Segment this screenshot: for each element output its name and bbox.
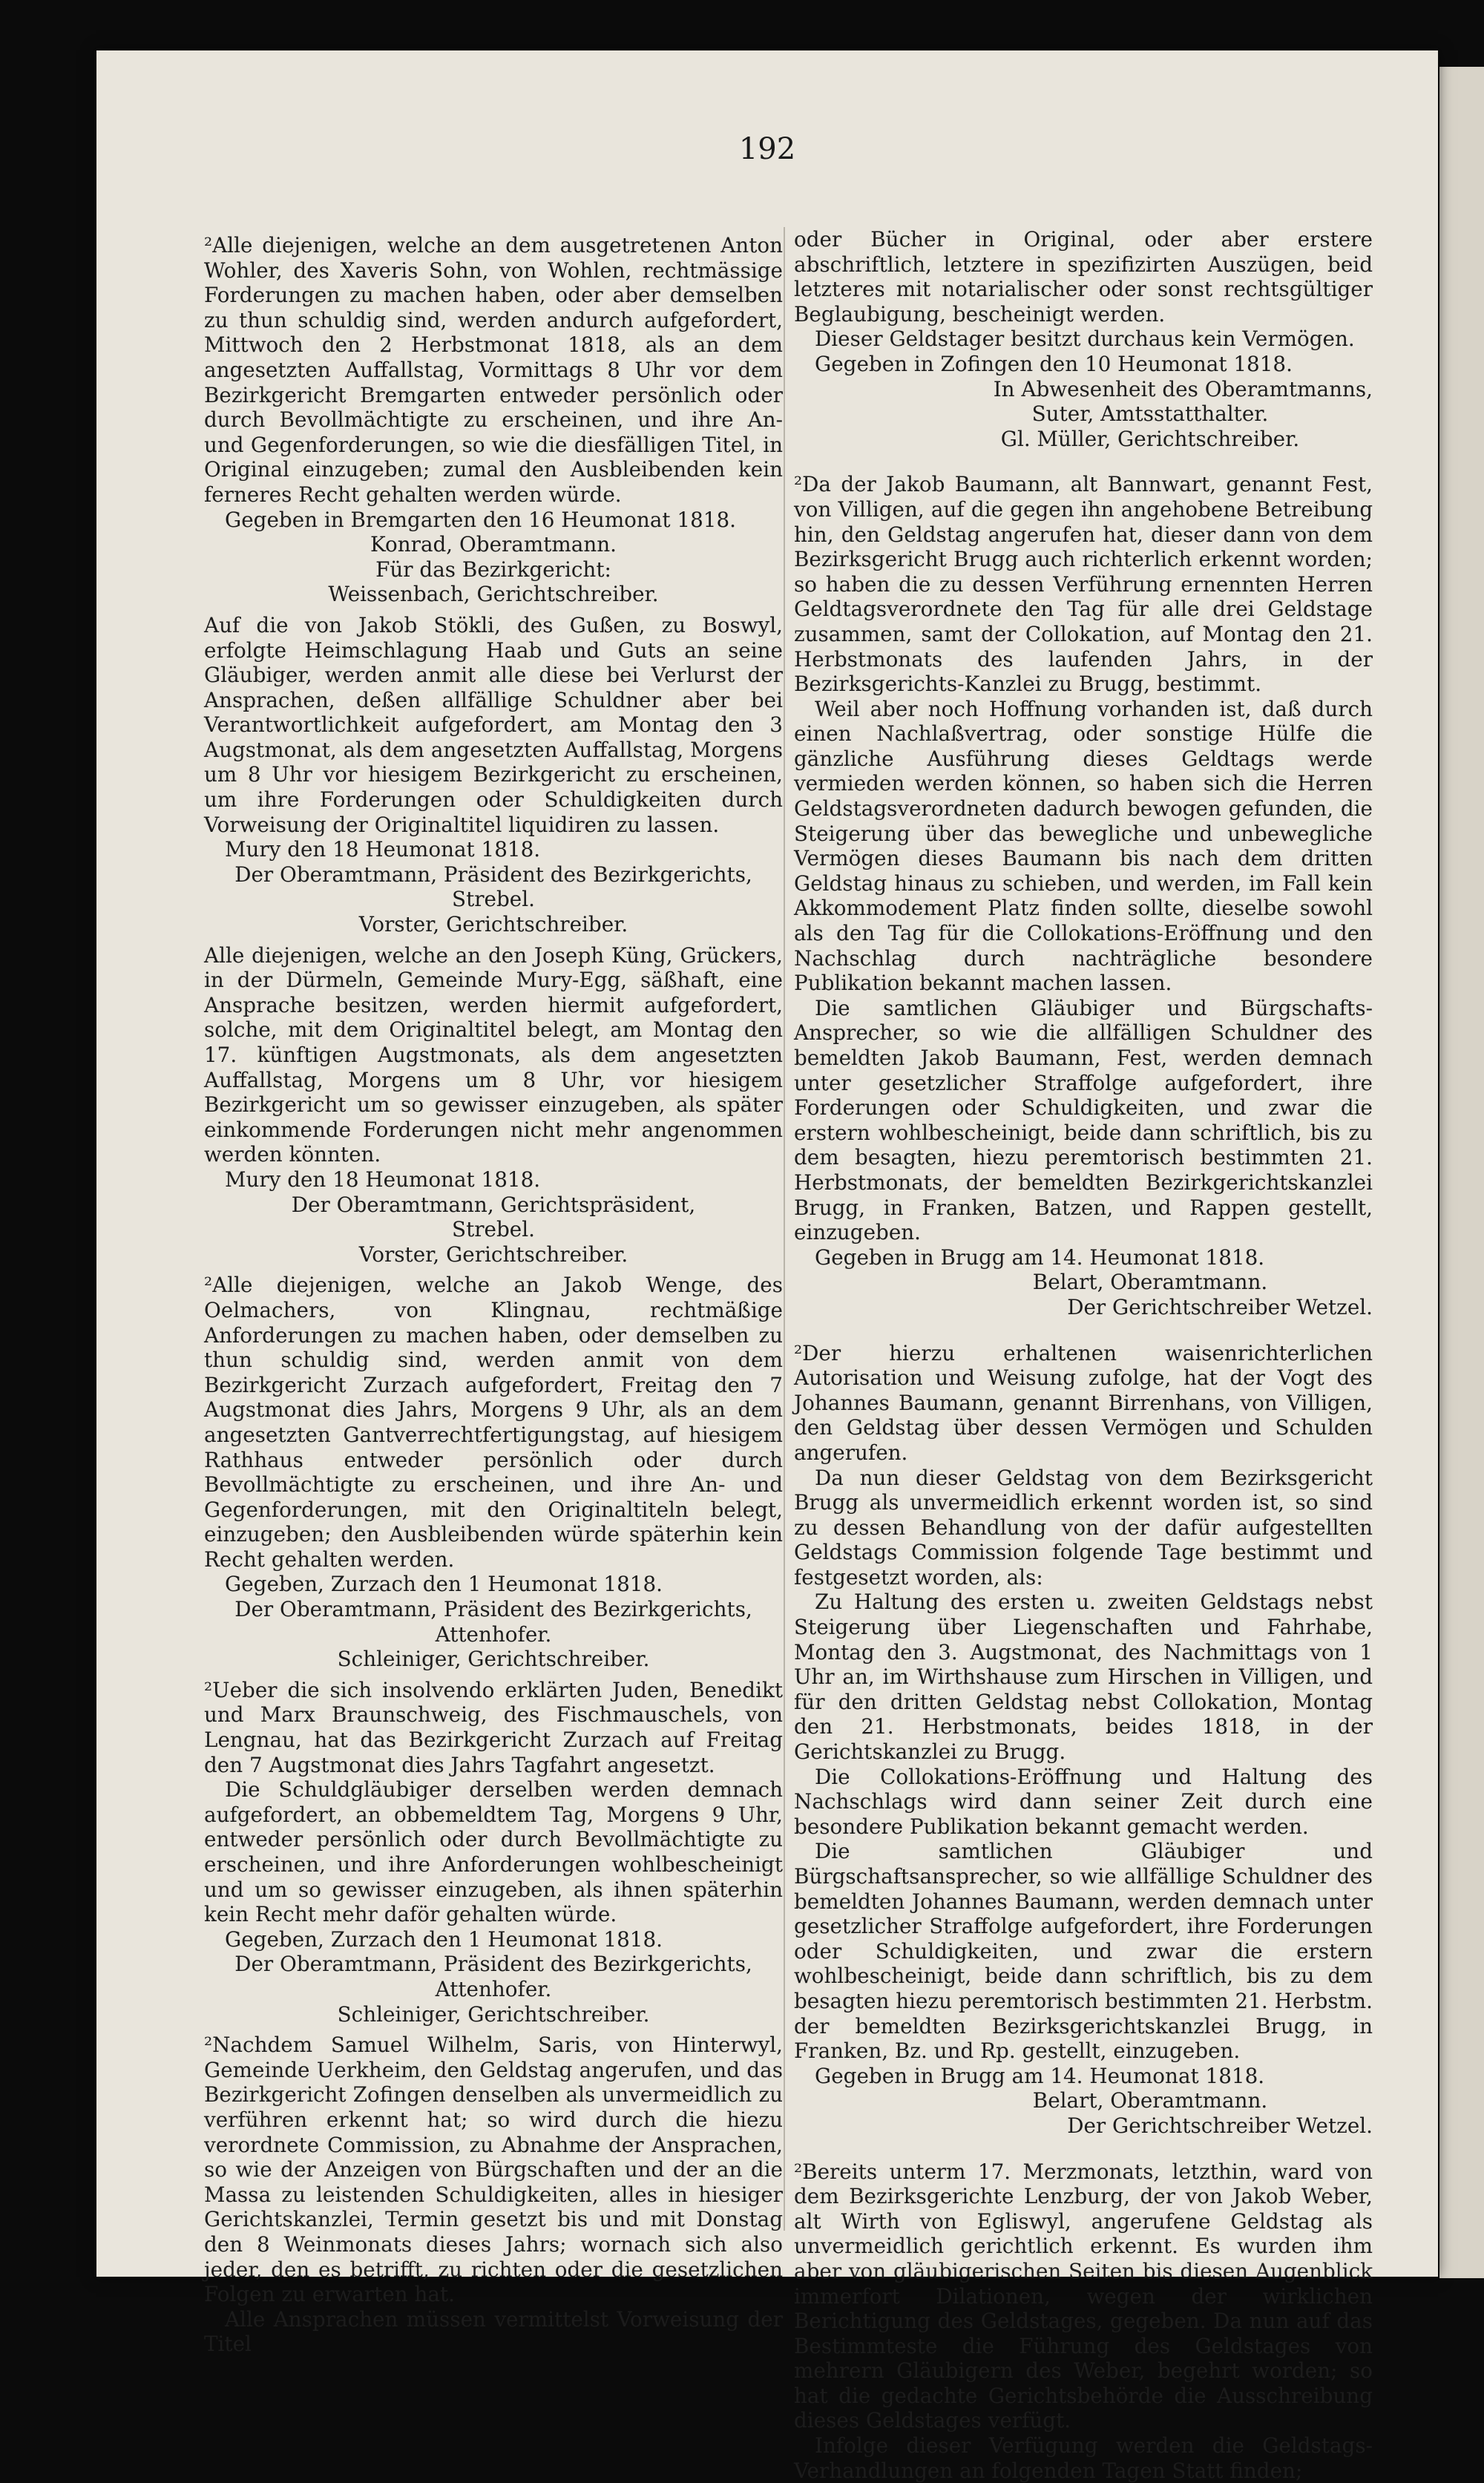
signature-line: Der Oberamtmann, Präsident des Bezirkgerichts, xyxy=(234,862,752,887)
dateline: Gegeben in Brugg am 14. Heumonat 1818. xyxy=(815,1244,1265,1270)
signature-line: Belart, Oberamtmann. xyxy=(1032,1270,1268,1295)
signature-line: Der Oberamtmann, Präsident des Bezirkgerichts, xyxy=(234,1952,752,1977)
notice-paragraph: ²Da der Jakob Baumann, alt Bannwart, genannt Fest, von Villigen, auf die gegen ihn angehobene Betreibung hin, den Geldstag angerufen hat, dieser dann von dem Bezirksgericht Brugg auch richterlich erkennt worden; so haben die zu dessen Verführung ernennten Herren Geldtagsverordnete den Tag für alle drei Geldstage zusammen, samt der Collokation, auf Montag den 21. Herbstmonats des laufenden Jahrs, in der Bezirksgerichts-Kanzlei zu Brugg, bestimmt. xyxy=(794,472,1373,697)
signature-line: Schleiniger, Gerichtschreiber. xyxy=(337,1647,650,1672)
signature-line: In Abwesenheit des Oberamtmanns, xyxy=(993,376,1373,401)
signature-line: Weissenbach, Gerichtschreiber. xyxy=(328,582,659,607)
signature-line: Der Oberamtmann, Präsident des Bezirkgerichts, xyxy=(234,1597,752,1622)
signature-line: Der Gerichtschreiber Wetzel. xyxy=(1067,1294,1373,1319)
signature-line: Gl. Müller, Gerichtschreiber. xyxy=(1000,426,1300,451)
dateline: Mury den 18 Heumonat 1818. xyxy=(225,837,541,862)
notice-paragraph: ²Der hierzu erhaltenen waisenrichterlichen Autorisation und Weisung zufolge, hat der Vogt des Johannes Baumann, genannt Birrenhans, von Villigen, den Geldstag über dessen Vermögen und Schulden angerufen. xyxy=(794,1340,1373,1465)
page-number: 192 xyxy=(738,132,796,166)
signature-line: Vorster, Gerichtschreiber. xyxy=(358,1242,628,1267)
dateline: Gegeben in Zofingen den 10 Heumonat 1818. xyxy=(815,351,1293,376)
signature-line: Vorster, Gerichtschreiber. xyxy=(358,912,628,937)
notice-paragraph: oder Bücher in Original, oder aber erstere abschriftlich, letztere in spezifizirten Auszügen, beid letzteres mit notarialischer oder sonst rechtsgültiger Beglaubigung, bescheinigt werden. xyxy=(794,227,1373,327)
signature-line: Suter, Amtsstatthalter. xyxy=(1031,401,1269,427)
notice-paragraph: Alle Ansprachen müssen vermittelst Vorweisung der Titel xyxy=(204,2306,783,2357)
notice-paragraph: Zu Haltung des ersten u. zweiten Geldstags nebst Steigerung über Liegenschaften und Fahrhabe, Montag den 3. Augstmonat, des Nachmittags von 1 Uhr an, im Wirthshause zum Hirschen in Villigen, und für den dritten Geldstag nebst Collokation, Montag den 21. Herbstmonats, beides 1818, in der Gerichtskanzlei zu Brugg. xyxy=(794,1590,1373,1765)
dateline: Gegeben, Zurzach den 1 Heumonat 1818. xyxy=(225,1926,663,1952)
signature-line: Konrad, Oberamtmann. xyxy=(370,532,617,557)
dateline: Gegeben, Zurzach den 1 Heumonat 1818. xyxy=(225,1572,663,1597)
notice-paragraph: Weil aber noch Hoffnung vorhanden ist, daß durch einen Nachlaßvertrag, oder sonstige Hülfe die gänzliche Ausführung dieses Geldtags werde vermieden werden können, so haben sich die Herren Geldstagsverordneten dadurch bewogen gefunden, die Steigerung über das bewegliche und unbewegliche Vermögen dieses Baumann bis nach dem dritten Geldstag hinaus zu schieben, und werden, im Fall kein Akkommodement Platz finden sollte, dieselbe sowohl als den Tag für die Collokations-Eröffnung und den Nachschlag durch nachträgliche besondere Publikation bekannt machen lassen. xyxy=(794,696,1373,996)
notice-paragraph: Die samtlichen Gläubiger und Bürgschaftsansprecher, so wie allfällige Schuldner des bemeldten Johannes Baumann, werden demnach unter gesetzlicher Straffolge aufgefordert, ihre Forderungen oder Schuldigkeiten, und zwar die erstern wohlbescheinigt, beide dann schriftlich, bis zu dem besagten hiezu peremtorisch bestimmten 21. Herbstm. der bemeldten Bezirksgerichtskanzlei Brugg, in Franken, Bz. und Rp. gestellt, einzugeben. xyxy=(794,1839,1373,2064)
newspaper-page xyxy=(96,50,1438,2483)
signature-line: Für das Bezirkgericht: xyxy=(375,557,611,582)
signature-line: Attenhofer. xyxy=(435,1976,552,2001)
signature-line: Strebel. xyxy=(452,887,535,912)
signature-line: Strebel. xyxy=(452,1217,535,1242)
column-divider xyxy=(784,227,785,2231)
notice-paragraph: ²Alle diejenigen, welche an Jakob Wenge, des Oelmachers, von Klingnau, rechtmäßige Anforderungen zu machen haben, oder demselben zu thun schuldig sind, werden anmit von dem Bezirkgericht Zurzach aufgefordert, Freitag den 7 Augstmonat dies Jahrs, Morgens 9 Uhr, als an dem angesetzten Gantverrechtfertigungstag, auf hiesigem Rathhaus entweder persönlich oder durch Bevollmächtigte zu erscheinen, und ihre An- und Gegenforderungen, mit den Originaltiteln belegt, einzugeben; den Ausbleibenden würde späterhin kein Recht gehalten werden. xyxy=(204,1273,783,1572)
signature-line: Attenhofer. xyxy=(435,1621,552,1647)
signature-line: Schleiniger, Gerichtschreiber. xyxy=(337,2001,650,2027)
notice-paragraph: ²Alle diejenigen, welche an dem ausgetretenen Anton Wohler, des Xaveris Sohn, von Wohlen, rechtmässige Forderungen zu machen haben, oder aber demselben zu thun schuldig sind, werden andurch aufgefordert, Mittwoch den 2 Herbstmonat 1818, als an dem angesetzten Auffallstag, Vormittags 8 Uhr vor dem Bezirkgericht Bremgarten entweder persönlich oder durch Bevollmächtigte zu erscheinen, und ihre An- und Gegenforderungen, so wie die diesfälligen Titel, in Original einzugeben; zumal den Ausbleibenden kein ferneres Recht gehalten werden würde. xyxy=(204,233,783,507)
signature-line: Belart, Oberamtmann. xyxy=(1032,2088,1268,2113)
notice-paragraph: Da nun dieser Geldstag von dem Bezirksgericht Brugg als unvermeidlich erkennt worden ist, so sind zu dessen Behandlung von der dafür aufgestellten Geldstags Commission folgende Tage bestimmt und festgesetzt worden, als: xyxy=(794,1465,1373,1590)
notice-paragraph: ²Ueber die sich insolvendo erklärten Juden, Benedikt und Marx Braunschweig, des Fischmauschels, von Lengnau, hat das Bezirkgericht Zurzach auf Freitag den 7 Augstmonat dies Jahrs Tagfahrt angesetzt. xyxy=(204,1677,783,1777)
dateline: Mury den 18 Heumonat 1818. xyxy=(225,1167,541,1192)
notice-paragraph: Die samtlichen Gläubiger und Bürgschafts-Ansprecher, so wie die allfälligen Schuldner des bemeldten Jakob Baumann, Fest, werden demnach unter gesetzlicher Straffolge aufgefordert, ihre Forderungen oder Schuldigkeiten, und zwar die erstern wohlbescheinigt, beide dann schriftlich, bis zu dem besagten, hiezu peremtorisch bestimmten 21. Herbstmonats, der bemeldten Bezirkgerichtskanzlei Brugg, in Franken, Batzen, und Rappen gestellt, einzugeben. xyxy=(794,995,1373,1245)
notice-paragraph: ²Nachdem Samuel Wilhelm, Saris, von Hinterwyl, Gemeinde Uerkheim, den Geldstag angerufen, und das Bezirkgericht Zofingen denselben als unvermeidlich zu verführen erkennt hat; so wird durch die hiezu verordnete Commission, zu Abnahme der Ansprachen, so wie der Anzeigen von Bürgschaften und der an die Massa zu leistenden Schuldigkeiten, alles in hiesiger Gerichtskanzlei, Termin gesetzt bis und mit Donstag den 8 Weinmonats dieses Jahrs; wornach sich also jeder, den es betrifft, zu richten oder die gesetzlichen Folgen zu erwarten hat. xyxy=(204,2033,783,2307)
signature-line: Der Gerichtschreiber Wetzel. xyxy=(1067,2113,1373,2138)
notice-paragraph: Infolge dieser Verfügung werden die Geldstags-Verhandlungen an folgenden Tagen Statt finden; xyxy=(794,2433,1373,2483)
right-column xyxy=(794,227,1373,2483)
dateline: Gegeben in Bremgarten den 16 Heumonat 1818. xyxy=(225,507,736,532)
notice-paragraph: Die Schuldgläubiger derselben werden demnach aufgefordert, an obbemeldtem Tag, Morgens 9 Uhr, entweder persönlich oder durch Bevollmächtigte zu erscheinen, und ihre Anforderungen wohlbescheinigt und um so gewisser einzugeben, als ihnen späterhin kein Recht mehr daför gehalten würde. xyxy=(204,1777,783,1927)
left-column xyxy=(204,227,783,2357)
notice-paragraph: ²Bereits unterm 17. Merzmonats, letzthin, ward von dem Bezirksgerichte Lenzburg, der von Jakob Weber, alt Wirth von Egliswyl, angerufene Geldstag als unvermeidlich gerichtlich erkennt. Es wurden ihm aber von gläubigerischen Seiten bis diesen Augenblick immerfort Dilationen, wegen der wirklichen Berichtigung des Geldstages, gegeben. Da nun auf das Bestimmteste die Führung des Geldstages von mehrern Gläubigern des Weber, begehrt worden; so hat die gedachte Gerichtsbehörde die Ausschreibung dieses Geldstages verfügt. xyxy=(794,2159,1373,2433)
notice-paragraph: Die Collokations-Eröffnung und Haltung des Nachschlags wird dann seiner Zeit durch eine besondere Publikation bekannt gemacht werden. xyxy=(794,1764,1373,1839)
adjacent-page-edge xyxy=(1439,67,1484,2278)
notice-paragraph: Alle diejenigen, welche an den Joseph Küng, Grückers, in der Dürmeln, Gemeinde Mury-Egg, säßhaft, eine Ansprache besitzen, werden hiermit aufgefordert, solche, mit dem Originaltitel belegt, am Montag den 17. künftigen Augstmonats, als dem angesetzten Auffallstag, Morgens um 8 Uhr, vor hiesigem Bezirkgericht um so gewisser einzugeben, als später einkommende Forderungen nicht mehr angenommen werden könnten. xyxy=(204,942,783,1167)
signature-line: Der Oberamtmann, Gerichtspräsident, xyxy=(291,1192,696,1217)
notice-paragraph: Dieser Geldstager besitzt durchaus kein Vermögen. xyxy=(815,327,1355,352)
dateline: Gegeben in Brugg am 14. Heumonat 1818. xyxy=(815,2063,1265,2088)
notice-paragraph: Auf die von Jakob Stökli, des Gußen, zu Boswyl, erfolgte Heimschlagung Haab und Guts an seine Gläubiger, werden anmit alle diese bei Verlurst der Ansprachen, deßen allfällige Schuldner aber bei Verantwortlichkeit aufgefordert, am Montag den 3 Augstmonat, als dem angesetzten Auffallstag, Morgens um 8 Uhr vor hiesigem Bezirkgericht zu erscheinen, um ihre Forderungen oder Schuldigkeiten durch Vorweisung der Originaltitel liquidiren zu lassen. xyxy=(204,612,783,837)
